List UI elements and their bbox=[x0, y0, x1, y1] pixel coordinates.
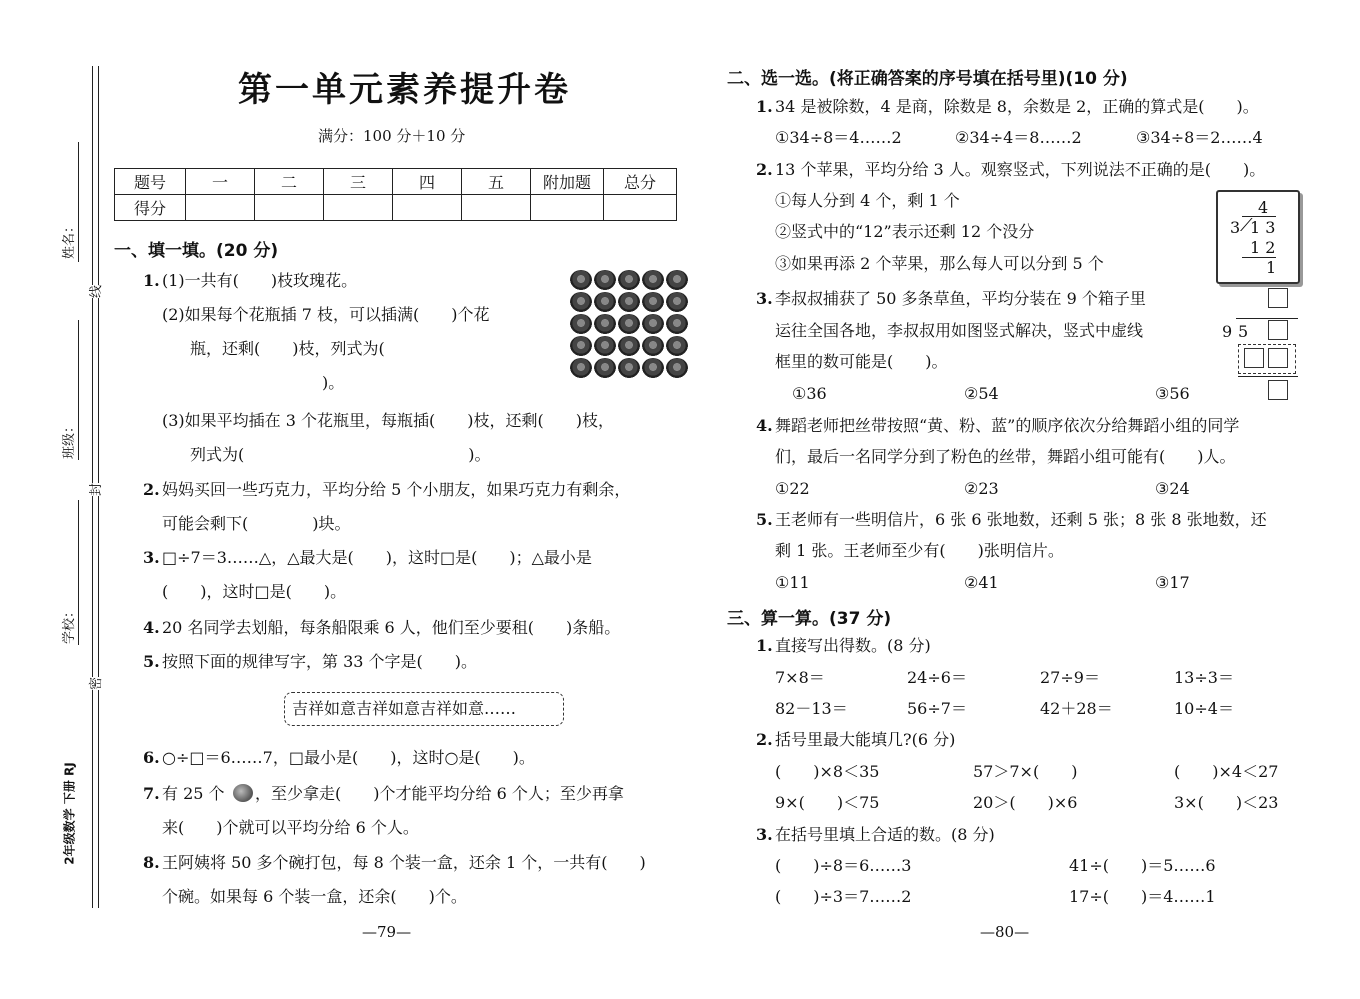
rose-icon bbox=[570, 292, 592, 312]
q3-line1: □÷7＝3……△，△最大是( )，这时□是( )；△最小是 bbox=[162, 548, 592, 567]
rose-icon bbox=[594, 270, 616, 290]
s2-q3-line1: 李叔叔捕获了 50 多条草鱼，平均分装在 9 个箱子里 bbox=[775, 289, 1146, 308]
q1-part2-line2: 瓶，还剩( )枝，列式为( bbox=[190, 339, 385, 358]
notebook-division-figure bbox=[1216, 190, 1300, 284]
s2-q5-option: ②41 bbox=[964, 573, 999, 592]
fish-dividend: 5 bbox=[1238, 322, 1249, 341]
score-input-cell[interactable] bbox=[462, 195, 531, 221]
q6-number: 6. bbox=[143, 748, 160, 767]
calc-item: 10÷4＝ bbox=[1174, 699, 1234, 718]
q8-number: 8. bbox=[143, 853, 160, 872]
q4-line1: 20 名同学去划船，每条船限乘 6 人，他们至少要租( )条船。 bbox=[162, 618, 621, 637]
school-blank bbox=[78, 500, 79, 645]
s2-q5-line1: 王老师有一些明信片，6 张 6 张地数，还剩 5 张；8 张 8 张地数，还 bbox=[775, 510, 1267, 529]
rose-icon bbox=[570, 314, 592, 334]
calc-item: 13÷3＝ bbox=[1174, 668, 1234, 687]
s2-q5-number: 5. bbox=[756, 510, 773, 529]
score-table-header-row bbox=[115, 169, 677, 195]
q5-number: 5. bbox=[143, 652, 160, 671]
s2-q2-option: ②竖式中的“12”表示还剩 12 个没分 bbox=[775, 222, 1035, 241]
section2-title: 二、选一选。(将正确答案的序号填在括号里)(10 分) bbox=[727, 69, 1128, 89]
s2-q4-option: ②23 bbox=[964, 479, 999, 498]
rose-icon bbox=[594, 358, 616, 378]
page-title: 第一单元素养提升卷 bbox=[238, 70, 571, 110]
q1-part2-line3: )。 bbox=[322, 373, 345, 392]
dividend-box[interactable] bbox=[1268, 320, 1288, 340]
s2-q3-option: ③56 bbox=[1155, 384, 1190, 403]
s2-q3-number: 3. bbox=[756, 289, 773, 308]
score-cell: 四 bbox=[393, 169, 462, 195]
calc-item: 56÷7＝ bbox=[907, 699, 967, 718]
q2-line2: 可能会剩下( )块。 bbox=[162, 514, 351, 533]
rose-icon bbox=[642, 292, 664, 312]
school-label: 学校： bbox=[62, 604, 78, 645]
page-number-left: —79— bbox=[362, 923, 412, 941]
score-input-cell[interactable] bbox=[393, 195, 462, 221]
calc-item: 82－13＝ bbox=[775, 699, 848, 718]
s2-q3-line3: 框里的数可能是( )。 bbox=[775, 352, 948, 371]
product-box[interactable] bbox=[1268, 348, 1288, 368]
score-cell: 题号 bbox=[115, 169, 186, 195]
calc-item: 42＋28＝ bbox=[1040, 699, 1113, 718]
q6-line1: ○÷□＝6……7，□最小是( )，这时○是( )。 bbox=[162, 748, 535, 767]
s3-q1-number: 1. bbox=[756, 636, 773, 655]
division-quotient: 4 bbox=[1258, 198, 1269, 217]
q2-line1: 妈妈买回一些巧克力，平均分给 5 个小朋友，如果巧克力有剩余， bbox=[162, 480, 631, 499]
s2-q5-option: ③17 bbox=[1155, 573, 1190, 592]
full-score: 满分：100 分＋10 分 bbox=[318, 127, 466, 145]
inequality-item: 9×( )＜75 bbox=[775, 793, 880, 812]
rose-icon bbox=[570, 336, 592, 356]
s2-q1-option: ①34÷8＝4……2 bbox=[775, 128, 902, 147]
rose-icon bbox=[618, 314, 640, 334]
score-input-cell[interactable] bbox=[531, 195, 604, 221]
score-table bbox=[114, 168, 677, 221]
cut-mark-secret: 密 bbox=[85, 677, 104, 690]
score-cell: 总分 bbox=[604, 169, 677, 195]
s2-q3-line2: 运往全国各地，李叔叔用如图竖式解决，竖式中虚线 bbox=[775, 321, 1144, 340]
remainder-box[interactable] bbox=[1268, 380, 1288, 400]
s2-q4-option: ①22 bbox=[775, 479, 810, 498]
inequality-item: 57＞7×( ) bbox=[973, 762, 1078, 781]
q1-part1: (1)一共有( )枝玫瑰花。 bbox=[162, 271, 358, 290]
s2-q4-number: 4. bbox=[756, 416, 773, 435]
s2-q4-option: ③24 bbox=[1155, 479, 1190, 498]
division-remainder: 1 bbox=[1266, 258, 1277, 277]
class-label: 班级： bbox=[62, 419, 78, 460]
score-input-cell[interactable] bbox=[186, 195, 255, 221]
inequality-item: 3×( )＜23 bbox=[1174, 793, 1279, 812]
score-cell: 二 bbox=[255, 169, 324, 195]
s2-q5-option: ①11 bbox=[775, 573, 810, 592]
score-table-score-row bbox=[115, 195, 677, 221]
rose-icon bbox=[642, 314, 664, 334]
fish-divisor: 9 bbox=[1222, 322, 1233, 341]
s2-q3-option: ①36 bbox=[792, 384, 827, 403]
q1-part3-line2: 列式为( )。 bbox=[190, 445, 491, 464]
rose-icon bbox=[618, 336, 640, 356]
rose-icon bbox=[666, 270, 688, 290]
fill-item: 17÷( )＝4……1 bbox=[1069, 887, 1216, 906]
rose-icon bbox=[642, 336, 664, 356]
s2-q4-line2: 们，最后一名同学分到了粉色的丝带，舞蹈小组可能有( )人。 bbox=[775, 447, 1236, 466]
score-cell: 三 bbox=[324, 169, 393, 195]
s2-q1-line1: 34 是被除数，4 是商，除数是 8，余数是 2，正确的算式是( )。 bbox=[775, 97, 1259, 116]
quotient-box[interactable] bbox=[1268, 288, 1288, 308]
s2-q2-number: 2. bbox=[756, 160, 773, 179]
calc-item: 27÷9＝ bbox=[1040, 668, 1100, 687]
q3-line2: ( )，这时□是( )。 bbox=[162, 582, 347, 601]
pattern-text: 吉祥如意吉祥如意吉祥如意…… bbox=[292, 699, 517, 718]
s2-q5-line2: 剩 1 张。王老师至少有( )张明信片。 bbox=[775, 541, 1064, 560]
rose-icon bbox=[618, 270, 640, 290]
q1-part3-line1: (3)如果平均插在 3 个花瓶里，每瓶插( )枝，还剩( )枝， bbox=[162, 411, 614, 430]
rose-icon bbox=[666, 336, 688, 356]
s3-q2-title: 括号里最大能填几?(6 分) bbox=[775, 730, 956, 749]
name-blank bbox=[78, 142, 79, 262]
inequality-item: ( )×4＜27 bbox=[1174, 762, 1279, 781]
section1-title: 一、填一填。(20 分) bbox=[114, 241, 279, 261]
score-cell: 附加题 bbox=[531, 169, 604, 195]
rose-icon bbox=[618, 358, 640, 378]
s2-q4-line1: 舞蹈老师把丝带按照“黄、粉、蓝”的顺序依次分给舞蹈小组的同学 bbox=[775, 416, 1240, 435]
fill-item: ( )÷3＝7……2 bbox=[775, 887, 912, 906]
score-cell: 一 bbox=[186, 169, 255, 195]
rose-bouquet-image bbox=[570, 270, 688, 378]
inequality-item: 20＞( )×6 bbox=[973, 793, 1078, 812]
rose-icon bbox=[666, 358, 688, 378]
rose-icon bbox=[594, 292, 616, 312]
score-input-cell[interactable] bbox=[324, 195, 393, 221]
rose-icon bbox=[594, 314, 616, 334]
s2-q1-number: 1. bbox=[756, 97, 773, 116]
section3-title: 三、算一算。(37 分) bbox=[727, 609, 892, 629]
division-bar bbox=[1236, 318, 1298, 319]
q3-number: 3. bbox=[143, 548, 160, 567]
q7-line1-a: 有 25 个 bbox=[162, 784, 225, 803]
class-blank bbox=[78, 320, 79, 460]
s3-q2-number: 2. bbox=[756, 730, 773, 749]
inequality-item: ( )×8＜35 bbox=[775, 762, 880, 781]
rose-icon bbox=[594, 336, 616, 356]
rose-icon bbox=[642, 270, 664, 290]
calc-item: 24÷6＝ bbox=[907, 668, 967, 687]
fill-item: 41÷( )＝5……6 bbox=[1069, 856, 1216, 875]
s2-q2-option: ①每人分到 4 个，剩 1 个 bbox=[775, 191, 960, 210]
score-input-cell[interactable] bbox=[604, 195, 677, 221]
division-product: 1 2 bbox=[1250, 238, 1276, 257]
score-input-cell[interactable] bbox=[255, 195, 324, 221]
fill-item: ( )÷8＝6……3 bbox=[775, 856, 912, 875]
score-cell: 五 bbox=[462, 169, 531, 195]
score-row-label: 得分 bbox=[115, 195, 186, 221]
s3-q1-title: 直接写出得数。(8 分) bbox=[775, 636, 931, 655]
s2-q1-option: ②34÷4＝8……2 bbox=[955, 128, 1082, 147]
q1-number: 1. bbox=[143, 271, 160, 290]
page-number-right: —80— bbox=[980, 923, 1030, 941]
division-bracket: ⟋ bbox=[1240, 215, 1253, 236]
q1-part2-line1: (2)如果每个花瓶插 7 枝，可以插满( )个花 bbox=[162, 305, 490, 324]
q8-line1: 王阿姨将 50 多个碗打包，每 8 个装一盒，还余 1 个，一共有( ) bbox=[162, 853, 646, 872]
division-divisor: 3 bbox=[1230, 218, 1241, 237]
q8-line2: 个碗。如果每 6 个装一盒，还余( )个。 bbox=[162, 887, 467, 906]
q2-number: 2. bbox=[143, 480, 160, 499]
s3-q3-title: 在括号里填上合适的数。(8 分) bbox=[775, 825, 995, 844]
apple-icon bbox=[233, 784, 253, 802]
q7-line1-b: ，至少拿走( )个才能平均分给 6 个人；至少再拿 bbox=[255, 784, 624, 803]
q7-line2: 来( )个就可以平均分给 6 个人。 bbox=[162, 818, 419, 837]
s2-q1-option: ③34÷8＝2……4 bbox=[1136, 128, 1263, 147]
rose-icon bbox=[570, 358, 592, 378]
q7-number: 7. bbox=[143, 784, 160, 803]
s2-q2-line1: 13 个苹果，平均分给 3 人。观察竖式，下列说法不正确的是( )。 bbox=[775, 160, 1266, 179]
product-box[interactable] bbox=[1244, 348, 1264, 368]
rose-icon bbox=[666, 314, 688, 334]
s3-q3-number: 3. bbox=[756, 825, 773, 844]
s2-q2-option: ③如果再添 2 个苹果，那么每人可以分到 5 个 bbox=[775, 254, 1104, 273]
cut-mark-seal: 封 bbox=[85, 483, 104, 496]
rose-icon bbox=[618, 292, 640, 312]
rose-icon bbox=[666, 292, 688, 312]
s2-q3-option: ②54 bbox=[964, 384, 999, 403]
division-dividend: 1 3 bbox=[1250, 218, 1276, 237]
cut-mark-line: 线 bbox=[85, 285, 104, 298]
division-line bbox=[1238, 376, 1298, 377]
rose-icon bbox=[570, 270, 592, 290]
calc-item: 7×8＝ bbox=[775, 668, 825, 687]
rose-icon bbox=[642, 358, 664, 378]
q5-line1: 按照下面的规律写字，第 33 个字是( )。 bbox=[162, 652, 478, 671]
q4-number: 4. bbox=[143, 618, 160, 637]
fish-division-figure bbox=[1218, 288, 1298, 406]
name-label: 姓名： bbox=[62, 219, 78, 260]
book-label: 2年级数学 下册 RJ bbox=[62, 762, 77, 865]
